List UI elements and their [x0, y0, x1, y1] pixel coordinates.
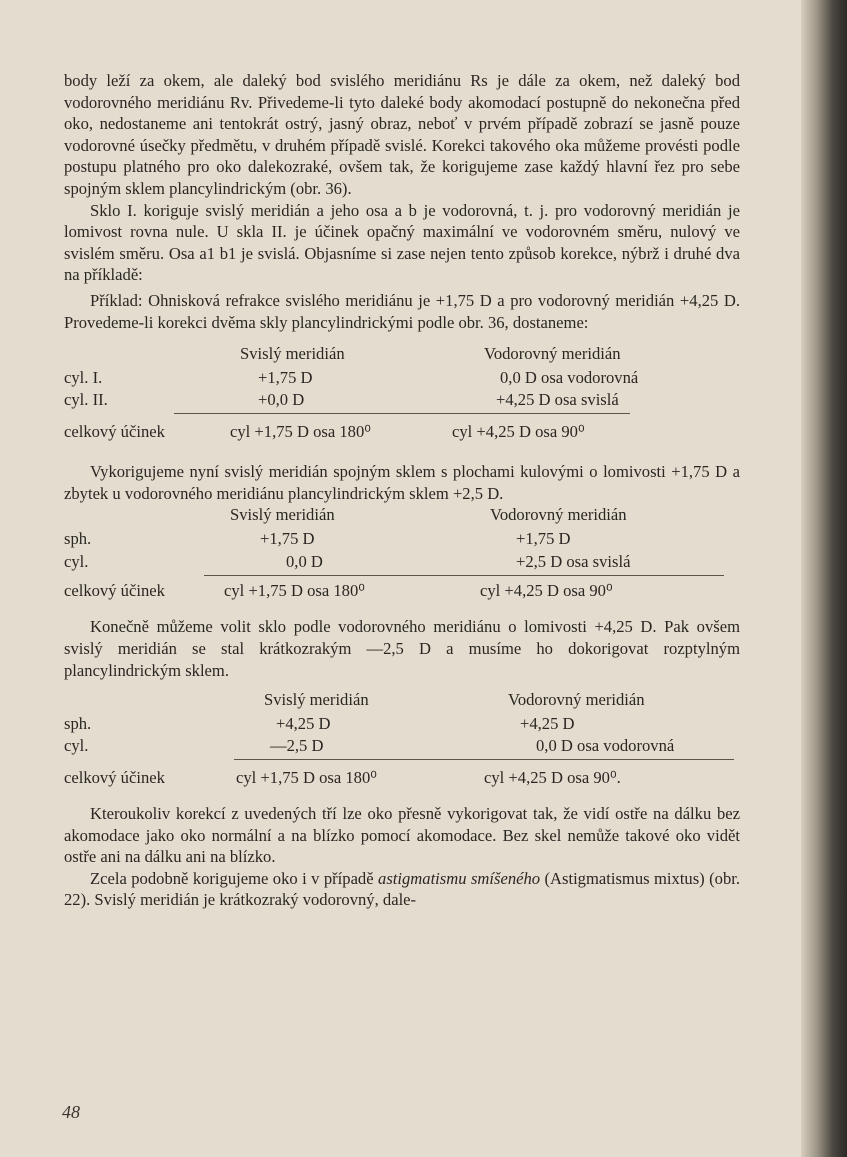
row-value-horizontal: +4,25 D	[520, 714, 575, 734]
correction-table-3	[64, 681, 740, 799]
row-value-vertical: +4,25 D	[276, 714, 331, 734]
correction-table-2	[64, 504, 740, 612]
row-label: cyl.	[64, 736, 89, 756]
total-label: celkový účinek	[64, 768, 165, 788]
emphasis-astigmatism: astigmatismu smíšeného	[378, 868, 541, 888]
paragraph-5: Konečně můžeme volit sklo podle vodorovného meridiánu o lomivosti +4,25 D. Pak ovšem svislý meridián se stal krátkozrakým —2,5 D a musíme ho dokorigovat rozptylným plancylindrickým sklem.	[64, 617, 740, 680]
header-horizontal: Vodorovný meridián	[490, 505, 627, 525]
page-binding-shadow	[801, 0, 847, 1157]
row-value-horizontal: 0,0 D osa vodorovná	[536, 736, 675, 756]
total-horizontal: cyl +4,25 D osa 90⁰	[480, 581, 613, 601]
row-value-vertical: +1,75 D	[260, 529, 315, 549]
paragraph-2: Sklo I. koriguje svislý meridián a jeho osa a b je vodorovná, t. j. pro vodorovný meridián je lomivost rovna nule. U skla II. je účinek opačný maximální ve vodorovném směru, nulový ve svislém směru. Osa a1 b1 je svislá. Objasníme si zase nejen tento způsob korekce, nýbrž i druhé dva na příkladě:	[64, 200, 740, 285]
total-vertical: cyl +1,75 D osa 180⁰	[224, 581, 365, 601]
row-value-horizontal: 0,0 D osa vodorovná	[500, 368, 639, 388]
row-value-vertical: +0,0 D	[258, 390, 305, 410]
header-horizontal: Vodorovný meridián	[508, 690, 645, 710]
row-value-vertical: +1,75 D	[258, 368, 313, 388]
header-horizontal: Vodorovný meridián	[484, 344, 621, 364]
paragraph-7: Zcela podobně korigujeme oko i v případě astigmatismu smíšeného (Astigmatismus mixtus) (obr. 22). Svislý meridián je krátkozraký vodorovný, dale-	[64, 868, 740, 910]
paragraph-4: Vykorigujeme nyní svislý meridián spojným sklem s plochami kulovými o lomivosti +1,75 D a zbytek u vodorovného meridiánu plancylindrickým sklem +2,5 D.	[64, 462, 740, 503]
row-value-vertical: —2,5 D	[270, 736, 324, 756]
row-value-horizontal: +2,5 D osa svislá	[516, 552, 631, 572]
paragraph-3: Příklad: Ohnisková refrakce svislého meridiánu je +1,75 D a pro vodorovný meridián +4,25 D. Provedeme-li korekci dvěma skly plancylindrickými podle obr. 36, dostaneme:	[64, 290, 740, 332]
page-text	[64, 70, 740, 911]
header-vertical: Svislý meridián	[264, 690, 369, 710]
row-value-horizontal: +1,75 D	[516, 529, 571, 549]
header-vertical: Svislý meridián	[240, 344, 345, 364]
row-label: cyl. II.	[64, 390, 108, 410]
total-vertical: cyl +1,75 D osa 180⁰	[230, 422, 371, 442]
sum-rule	[234, 759, 734, 760]
row-label: sph.	[64, 714, 92, 734]
correction-table-1	[64, 333, 740, 457]
total-label: celkový účinek	[64, 581, 165, 601]
row-label: cyl. I.	[64, 368, 103, 388]
row-label: cyl.	[64, 552, 89, 572]
page-number: 48	[62, 1102, 80, 1122]
paragraph-6: Kteroukoliv korekcí z uvedených tří lze oko přesně vykorigovat tak, že vidí ostře na dálku bez akomodace jako oko normální a na blízko pomocí akomodace. Bez skel nemůže takové oko vidět ostře ani na dálku ani na blízko.	[64, 804, 740, 867]
total-vertical: cyl +1,75 D osa 180⁰	[236, 768, 377, 788]
header-vertical: Svislý meridián	[230, 505, 335, 525]
sum-rule	[204, 575, 724, 576]
paragraph-1: body leží za okem, ale daleký bod svislého meridiánu Rs je dále za okem, než daleký bod vodorovného meridiánu Rv. Přivedeme-li tyto daleké body akomodací postupně do nekonečna před oko, nedostaneme ani tentokrát ostrý, jasný obraz, neboť v prvém případě zobrazí se jasně pouze vodorovné úsečky předmětu, v druhém případě svislé. Korekci takového oka můžeme provésti podle postupu platného pro oko dalekozraké, ovšem tak, že korigujeme zase každý hlavní řez pro sebe spojným sklem plancylindrickým (obr. 36).	[64, 71, 740, 198]
total-label: celkový účinek	[64, 422, 165, 442]
total-horizontal: cyl +4,25 D osa 90⁰.	[484, 768, 621, 788]
row-value-vertical: 0,0 D	[286, 552, 323, 572]
total-horizontal: cyl +4,25 D osa 90⁰	[452, 422, 585, 442]
sum-rule	[174, 413, 630, 414]
row-label: sph.	[64, 529, 92, 549]
row-value-horizontal: +4,25 D osa svislá	[496, 390, 619, 410]
